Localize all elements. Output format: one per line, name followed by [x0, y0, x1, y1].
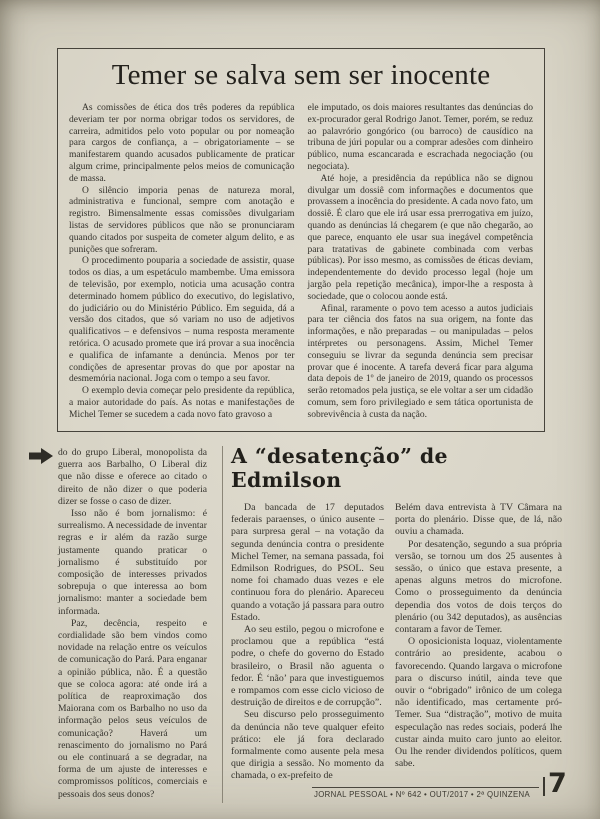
paragraph: Seu discurso pelo prosseguimento da denúncia não teve qualquer efeito prático: ele já fora declarado formalmente como ausente pela mesa que dirigia a sessão. No momento da chamada, o ex-prefeito de	[231, 709, 384, 782]
article-temer	[57, 48, 545, 432]
paragraph: Ao seu estilo, pegou o microfone e proclamou que a república “está podre, o chefe do governo do Estado brasileiro, o Brasil não aguenta o fedor. É ‘não’ para que investiguemos e rompamos com esse ciclo vicioso de destruição de direitos e de corrupção”.	[231, 624, 384, 709]
article-edmilson-title: A “desatenção” de Edmilson	[231, 444, 448, 492]
article-temer-column-right	[308, 103, 534, 422]
paragraph: Afinal, raramente o povo tem acesso a autos judiciais para ter ciência dos fatos na sua origem, na fonte das informações, e não preparadas – ou manipuladas – pelos intérpretes ou personagens. Assim, Michel Temer conseguiu se livrar da segunda denúncia sem precisar provar que é inocente. A tarefa deverá ficar para alguma data depois de 1º de janeiro de 2019, quando os processos serão retomados pela justiça, se ele voltar a ser um cidadão comum, sem foro privilegiado e sem tática oportunista de sobrevivência à custa da nação.	[307, 303, 533, 420]
article-edmilson-column-right	[395, 502, 562, 783]
footer-rule	[312, 787, 539, 788]
paragraph: As comissões de ética dos três poderes da república deveriam ter por norma obrigar todos os servidores, de carreira, admitidos pelo voto popular ou por nomeação para cargos de confiança, a – obrigatoriamente – se manifestarem quando acusados publicamente de praticar algum crime, principalmente pelos meios de comunicação de massa.	[69, 103, 295, 184]
paragraph: O silêncio imporia penas de natureza moral, administrativa e funcional, sempre com anotação e registro. Bimensalmente essas comissões divulgariam listas de servidores públicos que não se pronunciaram quando citados por suspeita de cometer algum delito, e as punições que sofreram.	[69, 185, 295, 255]
paragraph: Da bancada de 17 deputados federais paraenses, o único ausente – para surpresa geral – na votação da segunda denúncia contra o presidente Michel Temer, na semana passada, foi Edmilson Rodrigues, do PSOL. Seu nome foi chamado duas vezes e ele continuou fora do plenário. Apareceu quando a votação já passara para outro Estado.	[231, 502, 384, 623]
page-number-tick	[543, 777, 545, 796]
column-divider-rule	[222, 446, 223, 803]
paragraph: do do grupo Liberal, monopolista da guerra aos Barbalho, O Liberal diz que não disse e oferece ao citado o direito de não dizer o que poderia dizer se fosse o caso de dizer.	[58, 447, 207, 507]
paragraph: Até hoje, a presidência da república não se dignou divulgar um dossiê com informações e documentos que provassem a inocência do presidente. A cada novo fato, um dossiê. É claro que ele irá usar essa prerrogativa em juízo, quando as denúncias lá chegarem (e que não chegarão, ao que parece, enquanto ele usar sua inegável competência para tratativas de gabinete combinada com verbas públicas). Por isso mesmo, as comissões de éticas deviam, independentemente do devido processo legal (hoje um jargão pela repetição mecânica), impor-lhe a resposta à sociedade, que o colocou aonde está.	[307, 173, 533, 302]
page-footer	[310, 768, 572, 814]
footer-text: JORNAL PESSOAL • Nº 642 • OUT/2017 • 2ª QUINZENA	[314, 790, 531, 799]
article-edmilson-body	[231, 502, 563, 783]
paragraph: O procedimento pouparia a sociedade de assistir, quase todos os dias, a um espetáculo mambembe. Uma emissora de televisão, por exemplo, noticia uma acusação contra determinado homem público do executivo, do legislativo, do judiciário ou do Ministério Público. Em seguida, dá a versão dos citados, que só variam no uso de adjetivos qualificativos – e defensivos – numa resposta meramente retórica. O acusado promete que irá provar a sua inocência e qualifica de infamante a denúncia. Menos por ter condições de apresentar provas do que por apostar na desmemória nacional. Joga com o tempo a seu favor.	[69, 256, 295, 385]
page-number: 7	[548, 768, 567, 799]
article-temer-body	[69, 103, 533, 422]
article-edmilson	[231, 444, 563, 783]
article-temer-column-left	[69, 103, 295, 422]
article-temer-title: Temer se salva sem ser inocente	[111, 59, 491, 91]
paragraph: O exemplo devia começar pelo presidente da república, a maior autoridade do país. As notas e manifestações de Michel Temer se sucedem a cada novo fato gravoso a	[69, 386, 295, 420]
paragraph: Paz, decência, respeito e cordialidade são bem vindos como novidade na relação entre os veículos de comunicação do Pará. Para enganar a opinião pública, não. É a questão que se coloca agora: até onde irá a política de reaproximação dos Maiorana com os Barbalho no uso da informação pelos seus veículos de comunicação? Haverá um renascimento do jornalismo no Pará ou ele continuará a se degradar, na forma de um ajuste de interesses e compromissos políticos, comerciais e pessoais dos seus donos?	[58, 617, 207, 800]
article-edmilson-column-left	[231, 502, 384, 783]
continuation-arrow-icon	[29, 448, 53, 464]
paragraph: O oposicionista loquaz, violentamente contrário ao presidente, acabou o favorecendo. Quando largava o microfone para o discurso inútil, ainda teve que ouvir o “obrigado” irônico de um colega não identificado, mas certamente pró-Temer. Sua “distração”, motivo de muita especulação nas redes sociais, poderá lhe custar ainda muito caro junto ao eleitor. Ou lhe render dividendos políticos, quem sabe.	[395, 636, 562, 770]
paragraph: Belém dava entrevista à TV Câmara na porta do plenário. Disse que, de lá, não ouviu a chamada.	[395, 502, 562, 538]
continuation-column	[58, 447, 207, 801]
paragraph: ele imputado, os dois maiores resultantes das denúncias do ex-procurador geral Rodrigo Janot. Temer, porém, se reduz ao palavrório gongórico (ou barroco) de causídico na tribuna de júri popular ou a comprar adesões com dinheiro público, numa escancarada e escrachada negociação (ou negociata).	[307, 103, 533, 172]
paragraph: Isso não é bom jornalismo: é surrealismo. A necessidade de inventar regras e ir além da razão surge justamente quando praticar o jornalismo é substituído por composição de interesses privados sobrepuja o que interessa ao bom jornalismo: manter a sociedade bem informada.	[58, 508, 207, 617]
paragraph: Por desatenção, segundo a sua própria versão, se tornou um dos 25 ausentes à sessão, o único que estava presente, a apenas alguns metros do microfone. Como o prosseguimento da denúncia dependia dos votos de dois terços do plenário (ou 342 deputados), as ausências contaram a favor de Temer.	[395, 538, 562, 636]
